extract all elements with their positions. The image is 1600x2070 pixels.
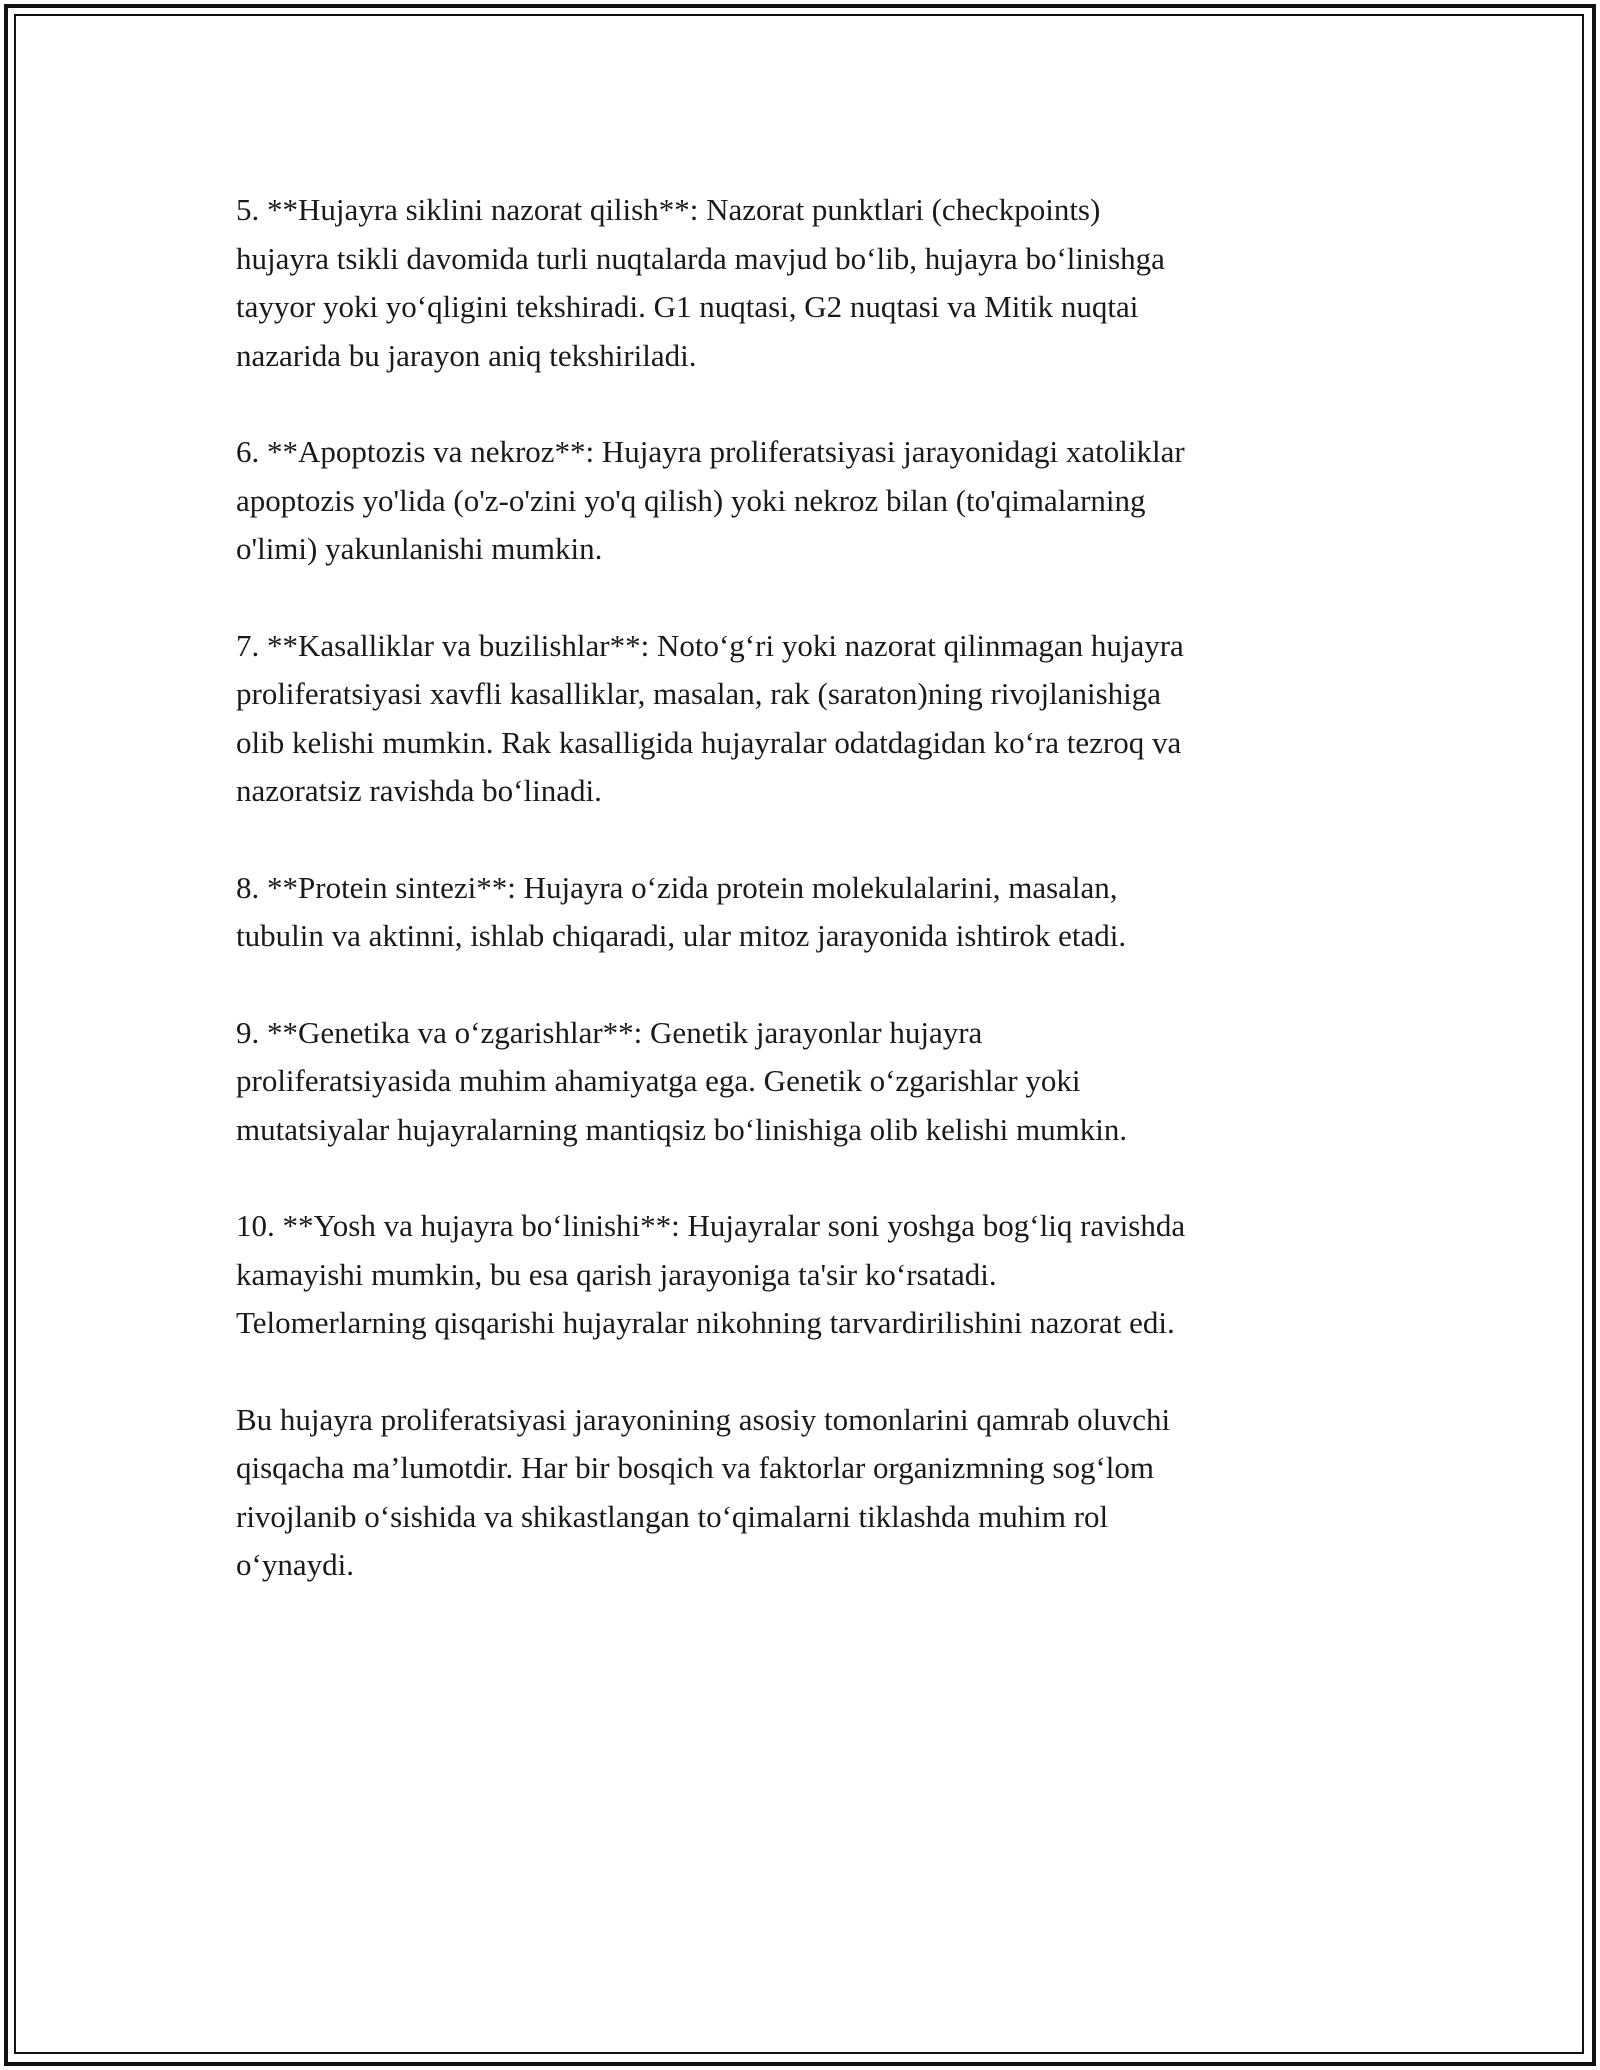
text-line: 8. **Protein sintezi**: Hujayra o‘zida protein molekulalarini, masalan, xyxy=(236,869,1118,905)
text-line: 9. **Genetika va o‘zgarishlar**: Genetik jarayonlar hujayra xyxy=(236,1014,983,1050)
paragraph-9-genetics xyxy=(236,1009,1376,1155)
text-line: o‘ynaydi. xyxy=(236,1547,354,1582)
text-line: nazarida bu jarayon aniq tekshiriladi. xyxy=(236,337,697,373)
text-line: rivojlanib o‘sishida va shikastlangan to‘qimalarni tiklashda muhim rol xyxy=(236,1498,1109,1534)
text-line: mutatsiyalar hujayralarning mantiqsiz bo‘linishiga olib kelishi mumkin. xyxy=(236,1111,1128,1147)
paragraph-10-age xyxy=(236,1202,1376,1348)
document-body xyxy=(236,186,1376,1638)
text-line: 6. **Apoptozis va nekroz**: Hujayra proliferatsiyasi jarayonidagi xatoliklar xyxy=(236,434,1185,469)
text-line: 7. **Kasalliklar va buzilishlar**: Noto‘g‘ri yoki nazorat qilinmagan hujayra xyxy=(236,627,1184,663)
text-line: tayyor yoki yo‘qligini tekshiradi. G1 nuqtasi, G2 nuqtasi va Mitik nuqtai xyxy=(236,289,1139,324)
text-line: Bu hujayra proliferatsiyasi jarayonining asosiy tomonlarini qamrab oluvchi xyxy=(236,1401,1171,1437)
paragraph-8-protein-synthesis xyxy=(236,864,1376,961)
text-line: 5. **Hujayra siklini nazorat qilish**: Nazorat punktlari (checkpoints) xyxy=(236,192,1101,227)
text-line: proliferatsiyasi xavfli kasalliklar, masalan, rak (saraton)ning rivojlanishiga xyxy=(236,676,1162,711)
text-line: kamayishi mumkin, bu esa qarish jarayoniga ta'sir ko‘rsatadi. xyxy=(236,1256,997,1292)
text-line: hujayra tsikli davomida turli nuqtalarda mavjud bo‘lib, hujayra bo‘linishga xyxy=(236,240,1165,276)
text-line: Telomerlarning qisqarishi hujayralar nikohning tarvardirilishini nazorat edi. xyxy=(236,1305,1175,1340)
paragraph-5-cell-cycle-control xyxy=(236,186,1376,380)
paragraph-7-diseases xyxy=(236,622,1376,816)
text-line: nazoratsiz ravishda bo‘linadi. xyxy=(236,773,602,808)
text-line: olib kelishi mumkin. Rak kasalligida hujayralar odatdagidan ko‘ra tezroq va xyxy=(236,724,1182,760)
text-line: o'limi) yakunlanishi mumkin. xyxy=(236,531,603,566)
text-line: tubulin va aktinni, ishlab chiqaradi, ular mitoz jarayonida ishtirok etadi. xyxy=(236,918,1127,953)
paragraph-summary xyxy=(236,1396,1376,1590)
text-line: qisqacha ma’lumotdir. Har bir bosqich va faktorlar organizmning sog‘lom xyxy=(236,1450,1155,1485)
text-line: apoptozis yo'lida (o'z-o'zini yo'q qilish) yoki nekroz bilan (to'qimalarning xyxy=(236,482,1146,518)
text-line: 10. **Yosh va hujayra bo‘linishi**: Hujayralar soni yoshga bog‘liq ravishda xyxy=(236,1208,1186,1243)
paragraph-6-apoptosis xyxy=(236,428,1376,574)
text-line: proliferatsiyasida muhim ahamiyatga ega. Genetik o‘zgarishlar yoki xyxy=(236,1063,1081,1098)
